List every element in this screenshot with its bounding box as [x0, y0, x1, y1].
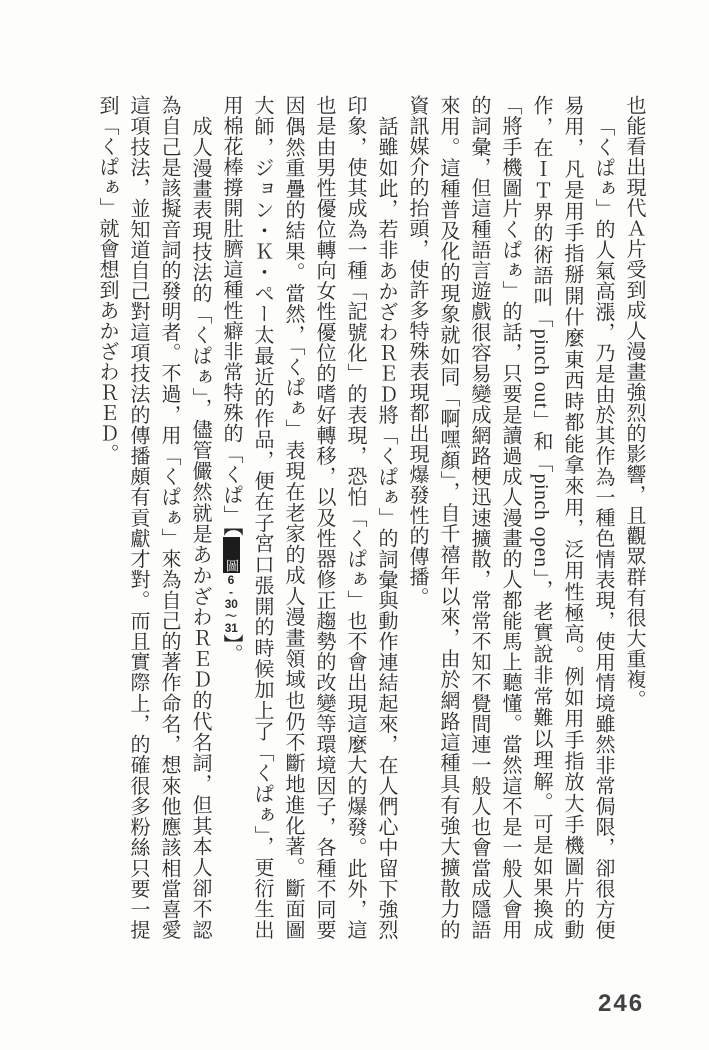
vertical-text-block — [91, 95, 649, 940]
figure-ref-open-bracket: 【 — [220, 525, 242, 536]
figure-number-part: 30 — [224, 597, 238, 610]
figure-number-part: 31 — [224, 621, 238, 634]
figure-ref-close-bracket: 】 — [220, 633, 242, 644]
paragraph-3 — [215, 95, 401, 940]
paragraph-4-text: 成人漫畫表現技法的「くぱぁ」，儘管儼然就是あかざわＲＥＤ的代名詞，但其本人卻不認為自己是該擬音詞的發明者。不過，用「くぱぁ」來為自己的著作命名，想來他應該相當喜愛這項技法，並知道自己對這項技法的傳播頗有貢獻才對。而且實際上，的確很多粉絲只要一提到「くぱぁ」就會想到あかざわＲＥＤ。 — [96, 95, 211, 940]
paragraph-2-text: 「くぱぁ」的人氣高漲，乃是由於其作為一種色情表現，使用情境雖然非常侷限，卻很方便易用，凡是用手指掰開什麼東西時都能拿來用，泛用性極高。例如用手指放大手機圖片的動作，在ＩＴ界的術語叫「pinch out」和「pinch open」，老實說非常難以理解。可是如果換成「將手機圖片くぱぁ」的話，只要是讀過成人漫畫的人都能馬上聽懂。當然這不是一般人會用的詞彙，但這種語言遊戲很容易變成網路梗迅速擴散，常常不知不覺間連一般人也會當成隱語來用。這種普及化的現象就如同「啊嘿顏」，自千禧年以來，由於網路這種具有強大擴散力的資訊媒介的抬頭，使許多特殊表現都出現爆發性的傳播。 — [406, 95, 614, 940]
paragraph-3-text: 話雖如此，若非あかざわＲＥＤ將「くぱぁ」的詞彙與動作連結起來，在人們心中留下強烈印象，使其成為一種「記號化」的表現，恐怕「くぱぁ」也不會出現這麼大的爆發。此外，這也是由男性優位轉向女性優位的嗜好轉移，以及性器修正趨勢的改變等環境因子，各種不同要因偶然重疊的結果。當然，「くぱぁ」表現在老家的成人漫畫領域也仍不斷地進化著。斷面圖大師，ジョン・Ｋ・ぺー太最近的作品，便在子宮口張開的時候加上了「くぱぁ」，更衍生出用棉花棒撐開肚臍這種性癖非常特殊的「くぱ」 — [220, 95, 397, 940]
figure-number-part: ～ — [224, 609, 237, 622]
paragraph-1-text: 也能看出現代Ａ片受到成人漫畫強烈的影響，且觀眾群有很大重複。 — [623, 95, 645, 710]
paragraph-3-period: 。 — [220, 643, 242, 664]
paragraph-4 — [91, 95, 215, 940]
figure-number-part: - — [229, 585, 233, 598]
figure-number-part: 6 — [227, 573, 235, 586]
figure-reference — [220, 526, 242, 644]
paragraph-1 — [618, 95, 649, 940]
figure-icon: 圖 — [223, 537, 240, 573]
paragraph-2 — [401, 95, 618, 940]
page-number: 246 — [598, 990, 645, 1017]
